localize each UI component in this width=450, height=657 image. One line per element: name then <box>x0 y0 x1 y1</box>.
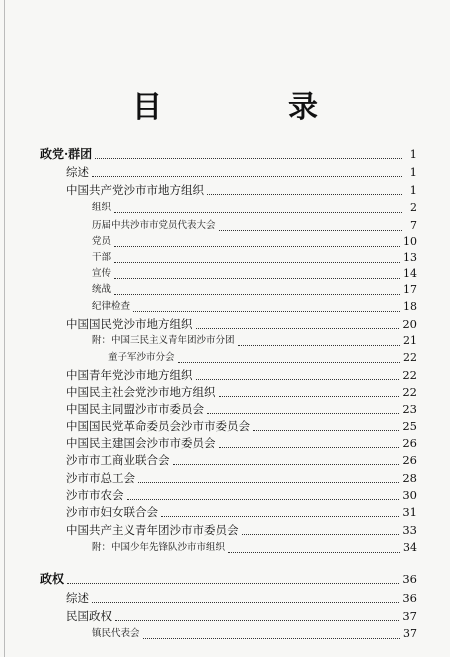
toc-entry-label: 政党·群团 <box>40 147 93 161</box>
toc-entry <box>66 401 417 417</box>
toc-leader-dots <box>127 489 400 500</box>
toc-entry <box>92 540 417 556</box>
toc-entry <box>66 470 417 486</box>
toc-leader-dots <box>114 284 400 295</box>
toc-leader-dots <box>95 148 402 159</box>
toc-entry-label: 中国民主建国会沙市市委员会 <box>66 436 216 450</box>
toc-entry-page: 30 <box>402 488 417 502</box>
toc-entry-label: 沙市市工商业联合会 <box>66 453 170 467</box>
toc-entry-label: 民国政权 <box>66 609 112 623</box>
toc-entry-label: 中国国民党沙市地方组织 <box>66 317 193 331</box>
toc-leader-dots <box>161 506 399 517</box>
toc-leader-dots <box>219 386 400 397</box>
toc-entry-label: 童子军沙市分会 <box>108 352 175 363</box>
toc-entry-label: 中国民主同盟沙市市委员会 <box>66 402 204 416</box>
toc-entry <box>92 299 417 315</box>
toc-entry <box>92 218 417 234</box>
toc-entry-page: 23 <box>402 402 417 416</box>
toc-entry-page: 1 <box>409 165 417 179</box>
toc-entry-label: 附：中国三民主义青年团沙市分团 <box>92 335 235 346</box>
toc-entry-page: 34 <box>403 541 417 554</box>
toc-entry-label: 统战 <box>92 284 112 295</box>
toc-entry <box>66 608 417 624</box>
toc-leader-dots <box>114 252 400 263</box>
toc-entry <box>40 571 417 587</box>
toc-entry-page: 36 <box>402 572 417 586</box>
toc-entry <box>66 384 417 400</box>
toc-leader-dots <box>253 420 399 431</box>
toc-leader-dots <box>196 369 400 380</box>
toc-leader-dots <box>219 220 402 231</box>
toc-entry-label: 附：中国少年先锋队沙市市组织 <box>92 542 226 553</box>
toc-entry-page: 33 <box>402 523 417 537</box>
toc-entry <box>66 522 417 538</box>
toc-entry <box>66 487 417 503</box>
toc-entry <box>66 504 417 520</box>
toc-entry-label: 中国国民党革命委员会沙市市委员会 <box>66 419 250 433</box>
toc-entry-label: 中国共产主义青年团沙市市委员会 <box>66 523 239 537</box>
toc-entry <box>92 250 417 266</box>
toc-entry <box>66 452 417 468</box>
toc-entry-page: 13 <box>403 251 417 264</box>
toc-entry-page: 31 <box>402 505 417 519</box>
toc-entry-page: 36 <box>402 591 417 605</box>
toc-entry-page: 22 <box>402 368 417 382</box>
toc-entry-label: 镇民代表会 <box>92 628 140 639</box>
toc-leader-dots <box>207 403 399 414</box>
toc-entry <box>92 333 417 349</box>
toc-entry <box>92 200 417 216</box>
toc-entry-page: 28 <box>402 471 417 485</box>
toc-entry-page: 1 <box>409 147 417 161</box>
toc-entry-label: 政权 <box>40 572 65 586</box>
toc-leader-dots <box>242 524 400 535</box>
toc-entry-page: 7 <box>410 219 417 232</box>
toc-leader-dots <box>114 268 400 279</box>
toc-entry-label: 中国民主社会党沙市地方组织 <box>66 385 216 399</box>
toc-entry <box>92 282 417 298</box>
toc-leader-dots <box>114 202 402 213</box>
toc-entry <box>66 182 417 198</box>
toc-entry-page: 21 <box>403 334 417 347</box>
page-title: 目 录 <box>132 90 366 125</box>
toc-entry-page: 26 <box>402 453 417 467</box>
toc-entry-page: 10 <box>403 235 417 248</box>
toc-leader-dots <box>173 454 400 465</box>
toc-entry <box>66 316 417 332</box>
toc-entry-page: 14 <box>403 267 417 280</box>
toc-leader-dots <box>207 184 402 195</box>
toc-entry-label: 沙市市总工会 <box>66 471 135 485</box>
toc-entry-label: 沙市市农会 <box>66 488 124 502</box>
toc-entry-label: 综述 <box>66 591 89 605</box>
toc-entry <box>92 266 417 282</box>
toc-leader-dots <box>67 573 399 584</box>
toc-entry-label: 中国共产党沙市市地方组织 <box>66 183 204 197</box>
toc-entry-label: 纪律检查 <box>92 301 131 312</box>
toc-entry-page: 22 <box>403 351 417 364</box>
toc-entry <box>66 435 417 451</box>
toc-entry-page: 17 <box>403 283 417 296</box>
toc-entry-page: 1 <box>409 183 417 197</box>
toc-entry-label: 宣传 <box>92 268 112 279</box>
toc-leader-dots <box>238 335 400 346</box>
toc-entry-page: 2 <box>410 201 417 214</box>
toc-leader-dots <box>92 166 402 177</box>
toc-leader-dots <box>114 236 400 247</box>
toc-entry-page: 37 <box>403 627 417 640</box>
toc-entry-label: 中国青年党沙市地方组织 <box>66 368 193 382</box>
toc-entry <box>66 590 417 606</box>
toc-leader-dots <box>219 437 400 448</box>
toc-leader-dots <box>115 610 399 621</box>
toc-leader-dots <box>138 472 399 483</box>
toc-leader-dots <box>178 352 400 363</box>
toc-entry <box>92 234 417 250</box>
toc-entry <box>108 350 417 366</box>
toc-entry-page: 22 <box>402 385 417 399</box>
toc-entry-label: 综述 <box>66 165 89 179</box>
toc-leader-dots <box>143 628 400 639</box>
toc-entry <box>40 146 417 162</box>
toc-entry-label: 组织 <box>92 202 112 213</box>
toc-entry-page: 37 <box>402 609 417 623</box>
toc-leader-dots <box>133 301 400 312</box>
toc-entry <box>66 367 417 383</box>
toc-entry-page: 20 <box>402 317 417 331</box>
toc-leader-dots <box>92 592 399 603</box>
toc-leader-dots <box>228 542 400 553</box>
toc-entry-page: 26 <box>402 436 417 450</box>
toc-entry-label: 历届中共沙市市党员代表大会 <box>92 220 216 231</box>
toc-entry <box>92 626 417 642</box>
toc-entry-label: 干部 <box>92 252 112 263</box>
toc-entry-label: 党员 <box>92 236 112 247</box>
toc-entry-page: 25 <box>402 419 417 433</box>
toc-entry-page: 18 <box>403 300 417 313</box>
toc-entry <box>66 418 417 434</box>
toc-entry <box>66 164 417 180</box>
toc-entry-label: 沙市市妇女联合会 <box>66 505 158 519</box>
toc-leader-dots <box>196 318 400 329</box>
